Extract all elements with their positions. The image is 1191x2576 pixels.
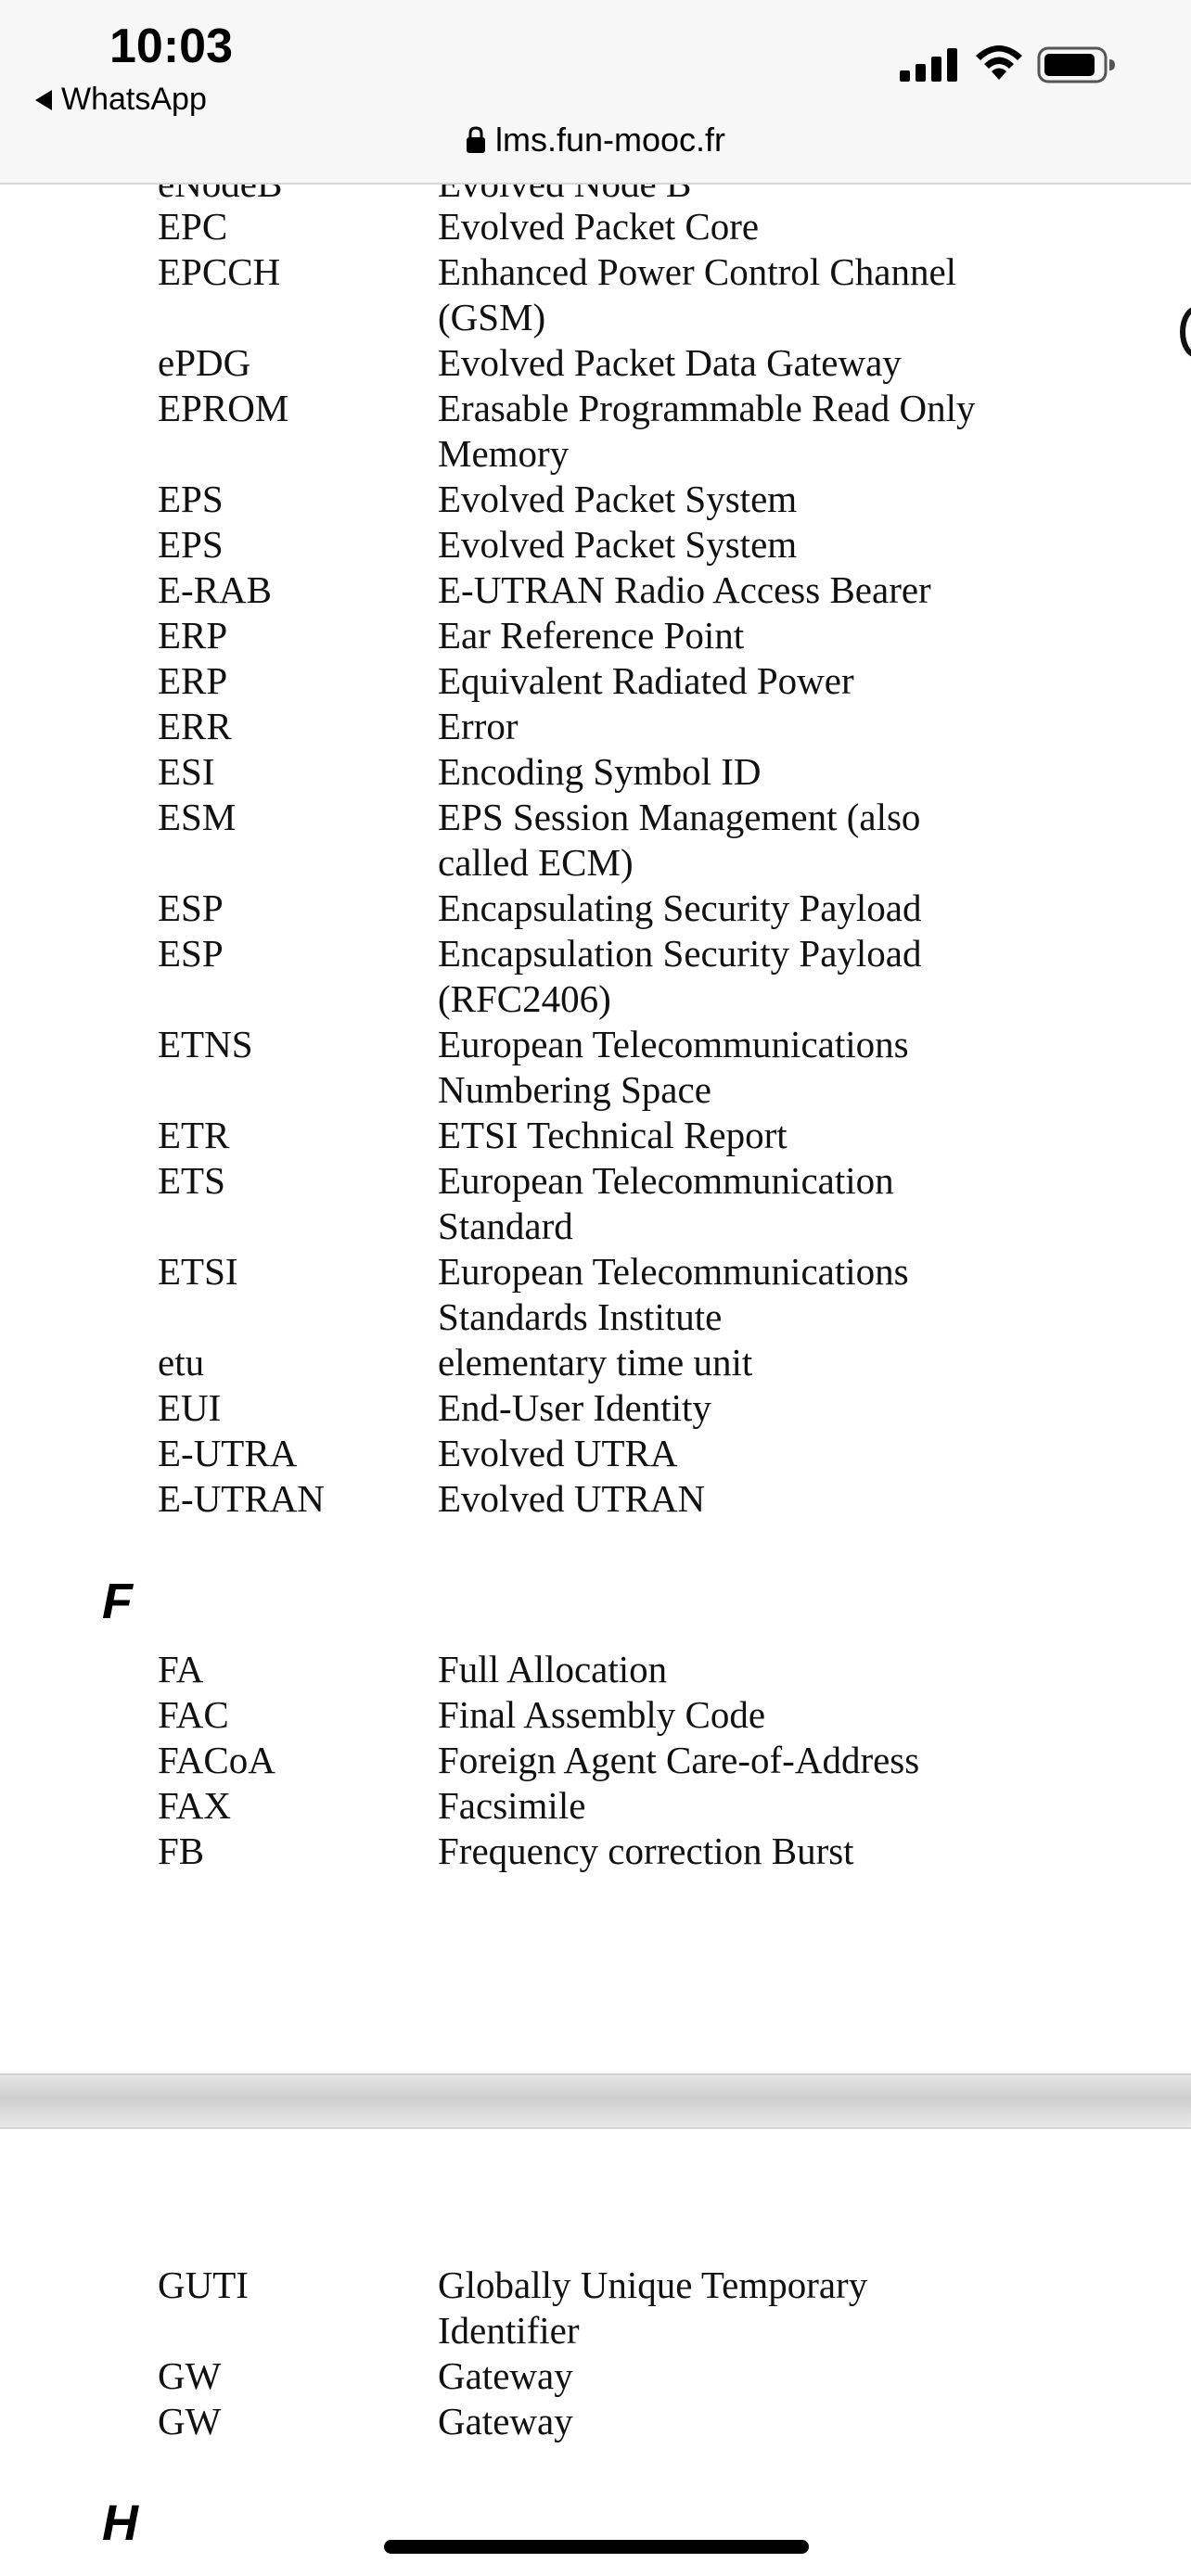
- glossary-definition: [438, 613, 1031, 658]
- glossary-definition-line: Foreign Agent Care-of-Address: [438, 1739, 920, 1781]
- section-letter-f: F: [102, 1574, 133, 1629]
- glossary-definition-line: End-User Identity: [438, 1386, 711, 1429]
- glossary-abbr: EPCCH: [158, 250, 281, 293]
- glossary-definition: [438, 249, 1031, 340]
- glossary-definition-line: Standards Institute: [438, 1295, 723, 1338]
- glossary-definition-line: Encapsulating Security Payload: [438, 886, 922, 929]
- glossary-abbr: ETS: [158, 1159, 225, 1202]
- glossary-definition: [438, 1022, 1031, 1113]
- glossary-definition: [438, 1647, 1031, 1692]
- url-domain: lms.fun-mooc.fr: [494, 121, 726, 159]
- glossary-abbr: ERP: [158, 659, 228, 702]
- glossary-definition-line: Frequency correction Burst: [438, 1830, 854, 1872]
- glossary-definition: [438, 1738, 1031, 1783]
- glossary-abbr: EPS: [158, 523, 224, 566]
- glossary-abbr: ERR: [158, 705, 232, 747]
- glossary-definition-line: (GSM): [438, 296, 546, 338]
- glossary-abbr: EUI: [158, 1386, 222, 1429]
- glossary-definition: [438, 1476, 1031, 1522]
- glossary-definition-line: Equivalent Radiated Power: [438, 659, 854, 702]
- glossary-definition-line: Evolved UTRAN: [438, 1477, 706, 1520]
- glossary-definition-line: Error: [438, 705, 519, 747]
- glossary-definition: [438, 749, 1031, 795]
- glossary-definition: [438, 1385, 1031, 1431]
- glossary-definition: [438, 795, 1031, 886]
- glossary-definition: [438, 204, 1031, 249]
- back-arrow-icon: [35, 90, 52, 110]
- glossary-definition-line: Ear Reference Point: [438, 614, 745, 657]
- back-app-label: WhatsApp: [61, 82, 207, 117]
- glossary-abbr: ETSI: [158, 1250, 238, 1293]
- glossary-definition: [438, 1249, 1031, 1340]
- glossary-definition: [438, 386, 1031, 477]
- glossary-definition-line: Final Assembly Code: [438, 1693, 766, 1736]
- glossary-abbr: FAC: [158, 1693, 229, 1736]
- glossary-definition-line: European Telecommunications: [438, 1250, 909, 1293]
- glossary-definition: [438, 1829, 1031, 1874]
- glossary-definition: [438, 2399, 1031, 2444]
- glossary-definition-line: ETSI Technical Report: [438, 1114, 788, 1156]
- glossary-abbr: ESI: [158, 750, 215, 793]
- glossary-abbr: ERP: [158, 614, 228, 657]
- glossary-definition: [438, 567, 1031, 613]
- glossary-definition: [438, 886, 1031, 931]
- glossary-definition: [438, 1692, 1031, 1738]
- glossary-definition-line: Full Allocation: [438, 1648, 668, 1690]
- glossary-definition: [438, 1340, 1031, 1385]
- glossary-definition: [438, 2353, 1031, 2399]
- glossary-definition: [438, 477, 1031, 522]
- glossary-definition: [438, 704, 1031, 749]
- glossary-definition: [438, 340, 1031, 386]
- glossary-abbr: ESP: [158, 932, 224, 975]
- glossary-definition-line: Erasable Programmable Read Only: [438, 387, 976, 429]
- glossary-definition-line: called ECM): [438, 841, 634, 884]
- glossary-abbr: FA: [158, 1648, 204, 1690]
- glossary-definition: [438, 2263, 1031, 2353]
- glossary-definition-line: Evolved Packet System: [438, 478, 798, 520]
- glossary-abbr: ETNS: [158, 1023, 253, 1065]
- glossary-definition: [438, 658, 1031, 704]
- glossary-abbr: etu: [158, 1341, 205, 1384]
- glossary-abbr: E-UTRA: [158, 1432, 298, 1474]
- glossary-definition: [438, 931, 1031, 1022]
- glossary-definition: [438, 1431, 1031, 1476]
- glossary-definition-line: Facsimile: [438, 1784, 586, 1827]
- home-indicator[interactable]: [384, 2540, 809, 2554]
- glossary-definition-line: Encoding Symbol ID: [438, 750, 762, 793]
- glossary-definition-line: European Telecommunication: [438, 1159, 894, 1202]
- glossary-definition-line: Evolved UTRA: [438, 1432, 678, 1474]
- back-to-app-link[interactable]: [35, 82, 207, 118]
- glossary-definition-line: Evolved Packet Data Gateway: [438, 341, 902, 384]
- glossary-definition-line: Numbering Space: [438, 1068, 711, 1111]
- glossary-abbr: EPROM: [158, 387, 289, 429]
- glossary-definition-line: Standard: [438, 1205, 573, 1247]
- glossary-definition-line: (RFC2406): [438, 977, 611, 1020]
- glossary-abbr: ETR: [158, 1114, 230, 1156]
- glossary-abbr: GW: [158, 2354, 222, 2397]
- glossary-abbr: ePDG: [158, 341, 251, 384]
- glossary-definition-line: European Telecommunications: [438, 1023, 909, 1065]
- glossary-abbr: EPS: [158, 478, 224, 520]
- glossary-definition: [438, 1113, 1031, 1158]
- status-time: 10:03: [109, 19, 233, 73]
- glossary-definition-line: EPS Session Management (also: [438, 796, 921, 838]
- glossary-definition-line: Gateway: [438, 2400, 573, 2442]
- url-bar[interactable]: [0, 121, 1191, 159]
- wifi-icon: [974, 45, 1024, 82]
- battery-icon: [1037, 46, 1117, 83]
- browser-top-bar: [0, 0, 1191, 185]
- glossary-abbr: EPC: [158, 205, 228, 248]
- glossary-abbr: ESM: [158, 796, 237, 838]
- glossary-definition-line: Memory: [438, 432, 570, 475]
- cellular-signal-icon: [900, 48, 959, 82]
- section-letter-h: H: [102, 2495, 138, 2551]
- glossary-definition-line: Gateway: [438, 2354, 573, 2397]
- glossary-definition-line: Encapsulation Security Payload: [438, 932, 922, 975]
- glossary-abbr: FACoA: [158, 1739, 275, 1781]
- glossary-definition-line: Identifier: [438, 2309, 580, 2352]
- glossary-definition-line: elementary time unit: [438, 1341, 753, 1384]
- glossary-abbr: E-UTRAN: [158, 1477, 325, 1520]
- glossary-definition: [438, 522, 1031, 567]
- glossary-abbr: GUTI: [158, 2264, 249, 2306]
- glossary-definition-line: Enhanced Power Control Channel: [438, 250, 957, 293]
- glossary-abbr: GW: [158, 2400, 222, 2442]
- glossary-definition-line: Globally Unique Temporary: [438, 2264, 868, 2306]
- glossary-definition-line: E-UTRAN Radio Access Bearer: [438, 568, 931, 611]
- glossary-abbr: FAX: [158, 1784, 231, 1827]
- glossary-definition: [438, 1783, 1031, 1829]
- page-edge-mark: [1180, 306, 1191, 358]
- page-separator: [0, 2073, 1191, 2129]
- glossary-definition: [438, 1158, 1031, 1249]
- glossary-abbr: E-RAB: [158, 568, 272, 611]
- glossary-abbr: FB: [158, 1830, 205, 1872]
- lock-icon: [466, 126, 486, 154]
- glossary-abbr: ESP: [158, 886, 224, 929]
- glossary-definition-line: Evolved Packet System: [438, 523, 798, 566]
- glossary-definition-line: Evolved Packet Core: [438, 205, 760, 248]
